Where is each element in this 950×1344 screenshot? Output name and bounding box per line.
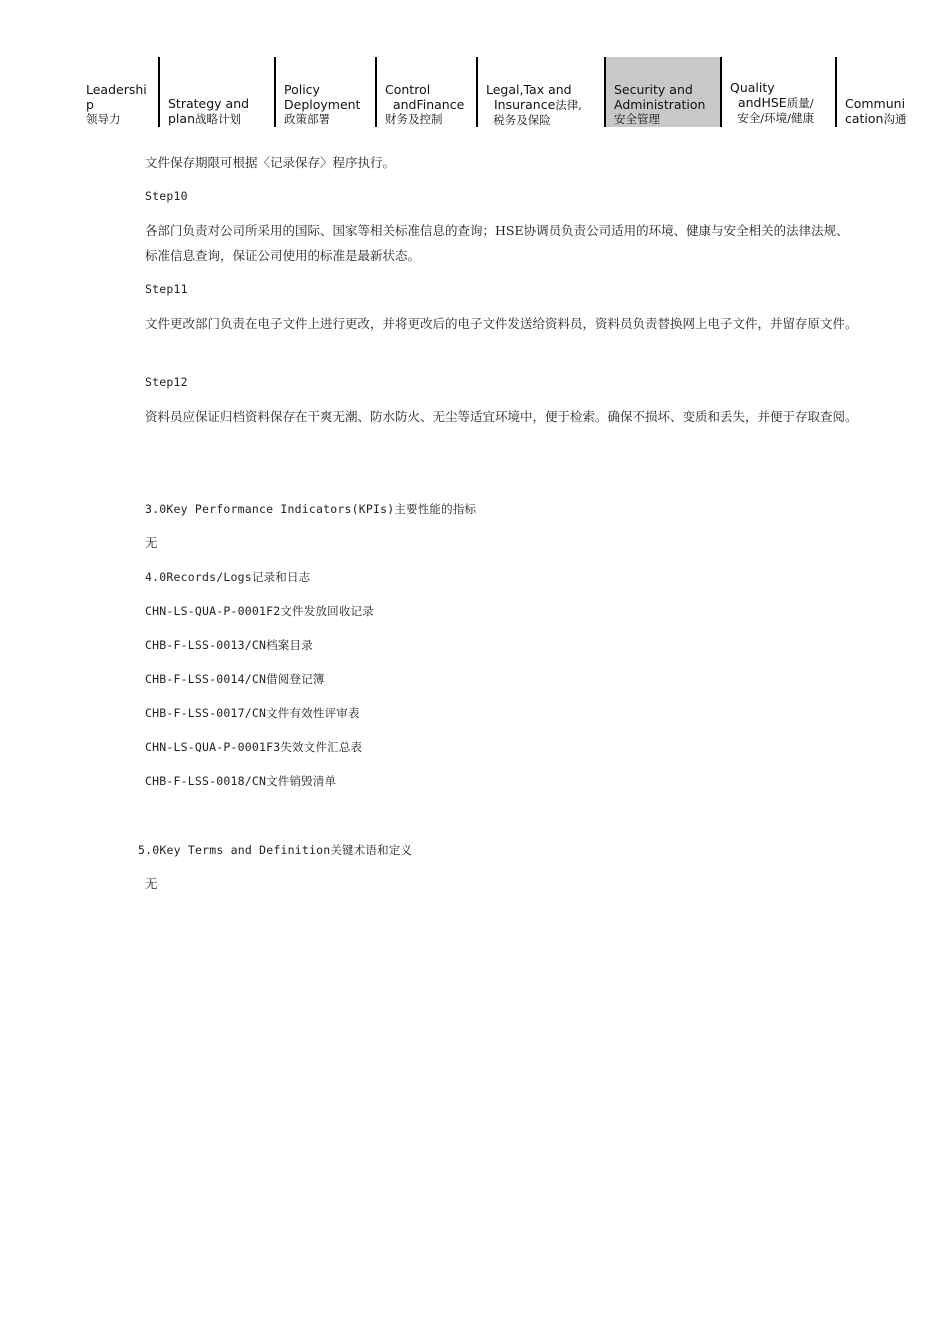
nav-item-strategy[interactable] (158, 57, 274, 127)
record-item: CHN-LS-QUA-P-0001F3失效文件汇总表 (145, 740, 363, 754)
record-item: CHB-F-LSS-0014/CN借阅登记簿 (145, 672, 325, 686)
record-item: CHB-F-LSS-0017/CN文件有效性评审表 (145, 706, 360, 720)
nav-item-label: Quality andHSE质量/ (730, 80, 814, 110)
nav-item-label-zh: 安全/环境/健康 (730, 111, 815, 125)
nav-item-label: Security and Administration (614, 82, 706, 112)
nav-item-security-admin[interactable] (604, 57, 720, 127)
records-heading: 4.0Records/Logs记录和日志 (145, 570, 311, 584)
nav-item-communication[interactable] (835, 57, 910, 127)
nav-item-label-zh: 财务及控制 (385, 112, 443, 126)
record-item: CHB-F-LSS-0013/CN档案目录 (145, 638, 313, 652)
nav-item-label: Communi cation沟通 (845, 96, 907, 126)
nav-item-label: Leadershi p (86, 82, 147, 112)
nav-item-label: Strategy and plan (168, 96, 250, 126)
nav-item-label-zh: 税务及保险 (486, 113, 551, 127)
step-label: Step12 (145, 375, 188, 389)
nav-item-label: Control andFinance (385, 82, 465, 112)
nav-item-label: Legal,Tax and Insurance法律, (486, 82, 582, 112)
nav-item-label-zh: 安全管理 (614, 112, 660, 126)
nav-item-label: Policy Deployment (284, 82, 361, 112)
step-label: Step11 (145, 282, 188, 296)
terms-value: 无 (145, 876, 158, 891)
nav-item-control-finance[interactable] (375, 57, 476, 127)
nav-item-label-zh: 战略计划 (195, 112, 241, 126)
step10-paragraph: 各部门负责对公司所采用的国际、国家等相关标准信息的查询；HSE协调员负责公司适用的环境、健康与安全相关的法律法规、标准信息查询，保证公司使用的标准是最新状态。 (145, 223, 849, 263)
nav-item-label-zh: 领导力 (86, 112, 121, 126)
nav-item-quality-hse[interactable] (720, 57, 835, 127)
nav-item-leadership[interactable] (80, 57, 158, 127)
record-item: CHN-LS-QUA-P-0001F2文件发放回收记录 (145, 604, 374, 618)
terms-heading: 5.0Key Terms and Definition关键术语和定义 (138, 843, 413, 857)
nav-item-legal-tax[interactable] (476, 57, 604, 127)
step-label: Step10 (145, 189, 188, 203)
nav-item-policy[interactable] (274, 57, 375, 127)
step12-paragraph: 资料员应保证归档资料保存在干爽无潮、防水防火、无尘等适宜环境中，便于检索。确保不损坏、变质和丢失，并便于存取查阅。 (145, 409, 858, 424)
record-item: CHB-F-LSS-0018/CN文件销毁清单 (145, 774, 337, 788)
nav-item-label-zh: 政策部署 (284, 112, 330, 126)
step11-paragraph: 文件更改部门负责在电子文件上进行更改，并将更改后的电子文件发送给资料员，资料员负责替换网上电子文件，并留存原文件。 (145, 316, 858, 331)
paragraph-retention: 文件保存期限可根据〈记录保存〉程序执行。 (145, 155, 396, 170)
kpi-value: 无 (145, 535, 158, 550)
kpi-heading: 3.0Key Performance Indicators(KPIs)主要性能的指标 (145, 502, 477, 516)
header-navigation (80, 57, 910, 127)
